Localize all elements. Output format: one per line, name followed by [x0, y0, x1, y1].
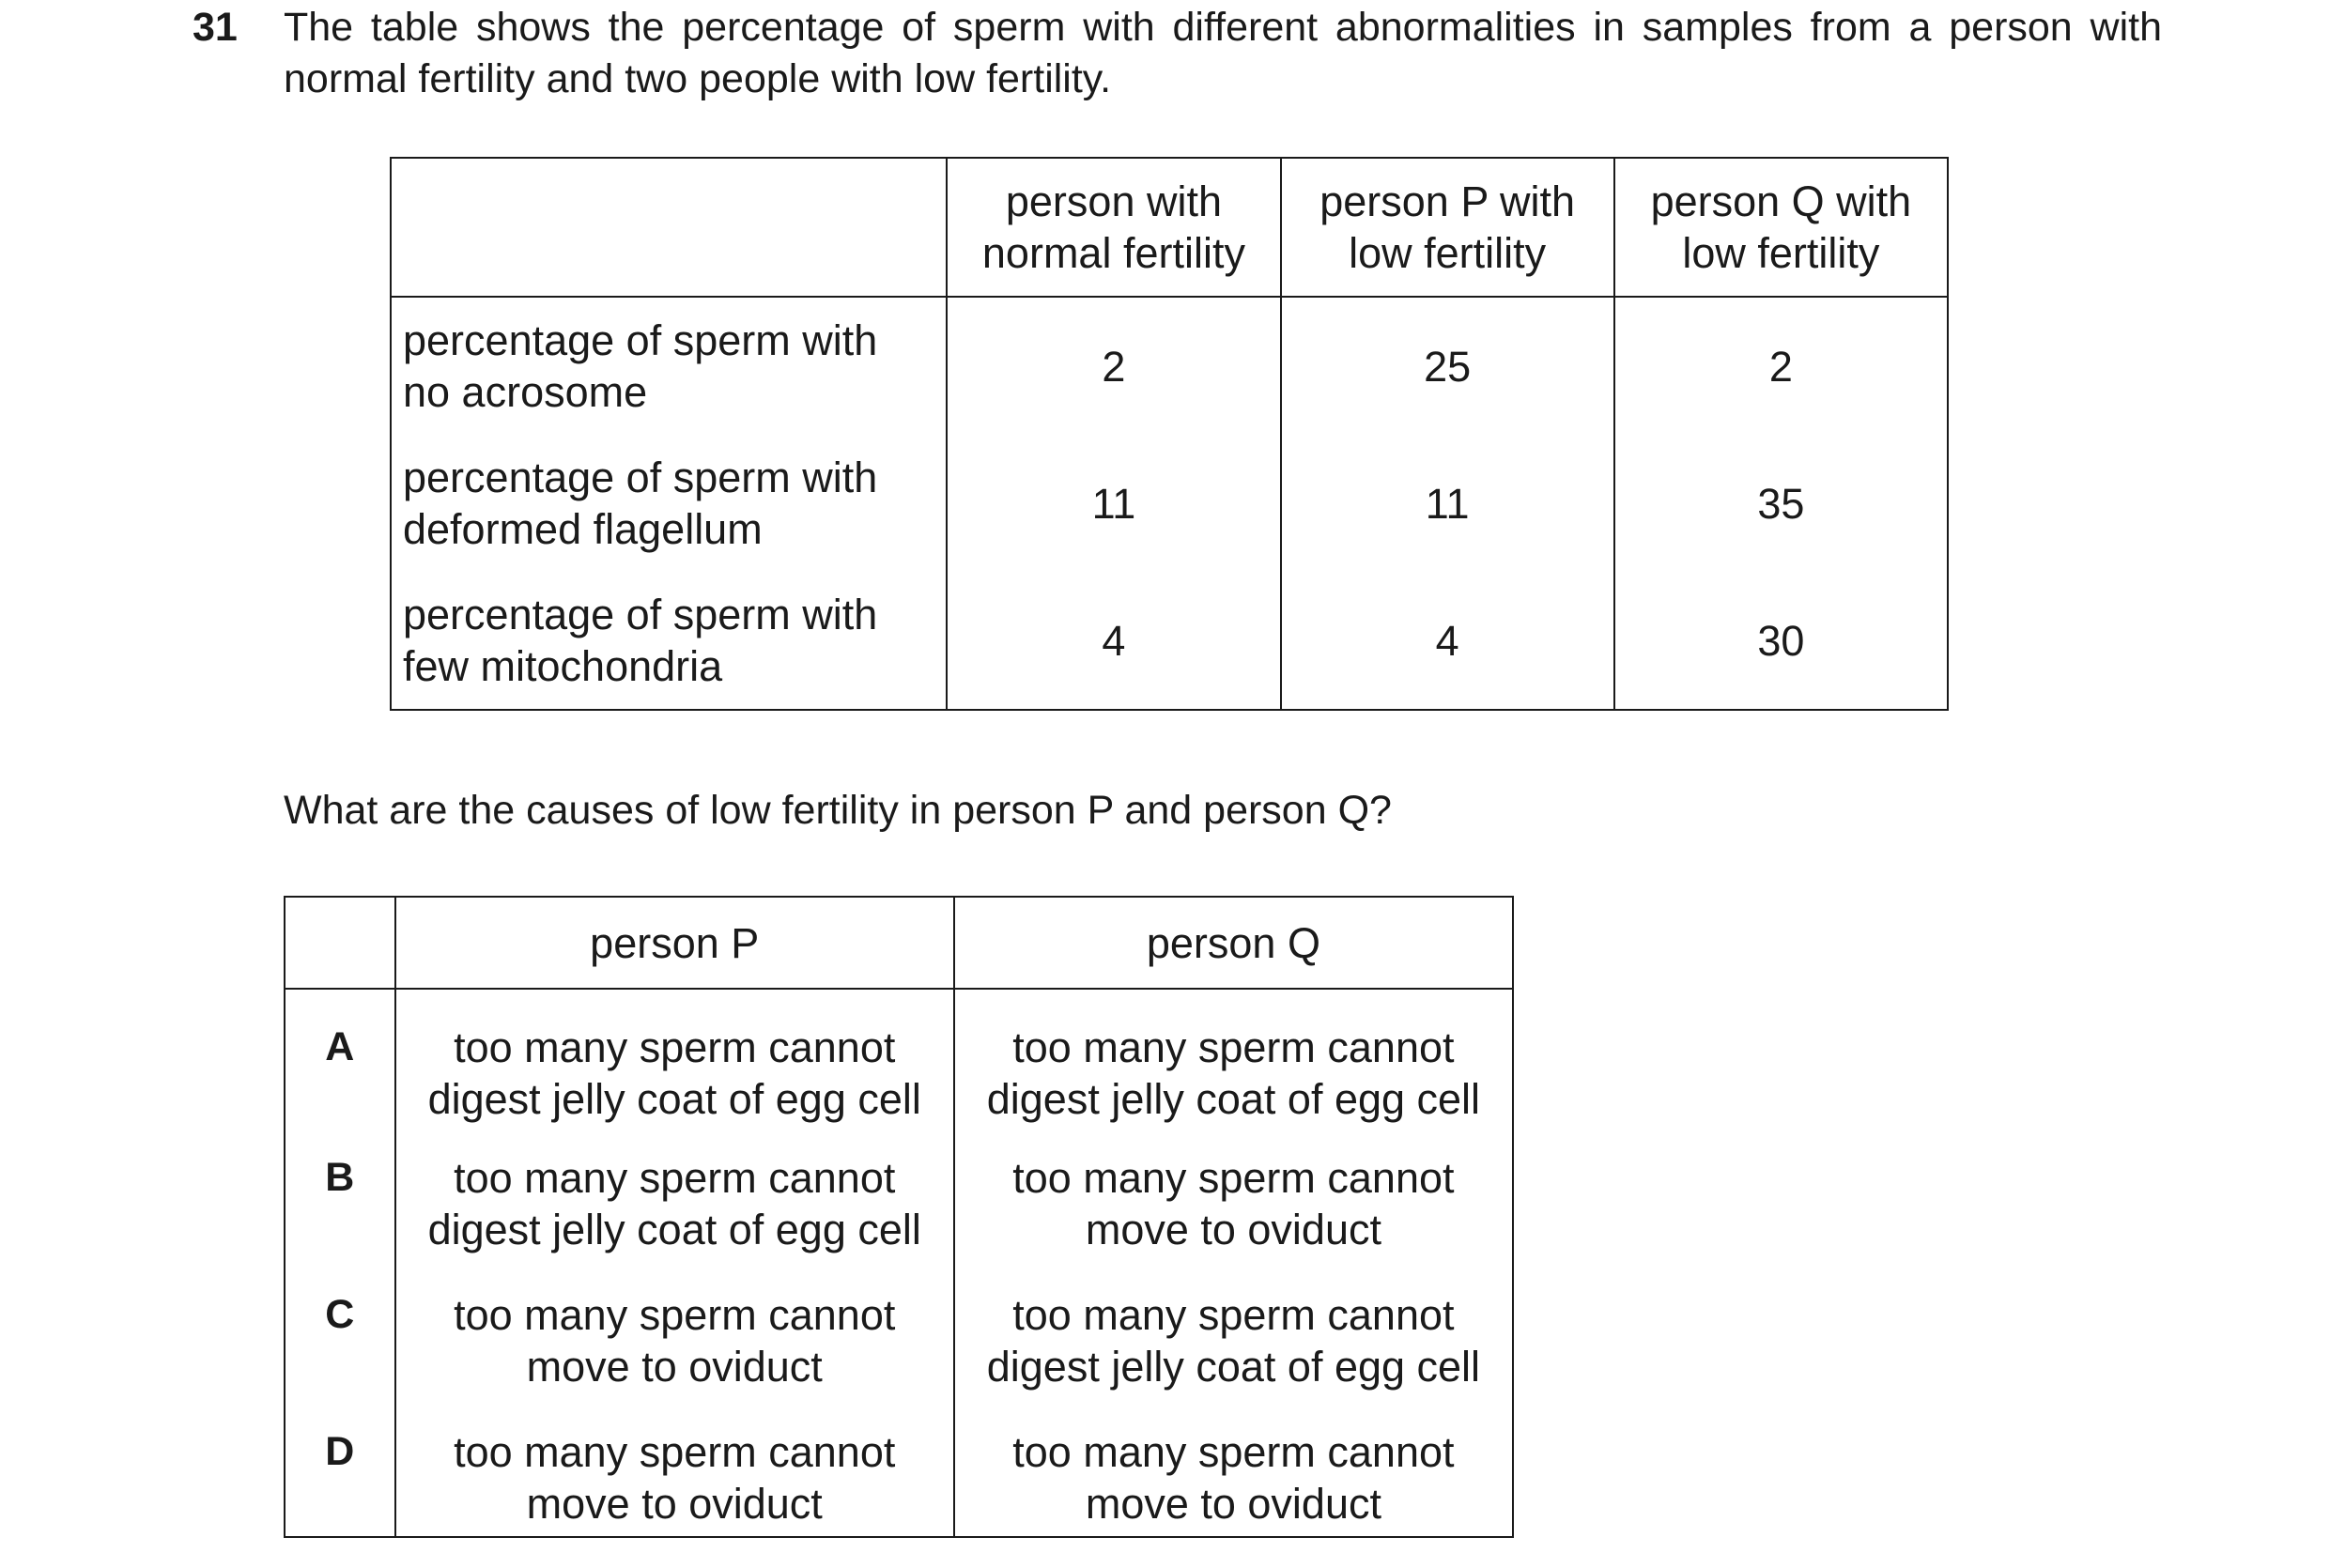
option-line: too many sperm cannot: [454, 1428, 896, 1476]
option-line: move to oviduct: [1085, 1480, 1381, 1528]
row-label: [391, 435, 947, 572]
option-person-p: [395, 1263, 954, 1400]
option-letter[interactable]: C: [285, 1263, 395, 1400]
cell-value: 11: [947, 435, 1280, 572]
question-text: The table shows the percentage of sperm with different abnormalities in samples from a person with normal fertility and two people with low fertility.: [284, 5, 2162, 101]
option-person-q: [954, 1400, 1513, 1537]
question-number: 31: [193, 5, 238, 50]
option-person-q: [954, 989, 1513, 1126]
cell-value: 35: [1614, 435, 1948, 572]
data-table-header-person-p: [1281, 158, 1614, 297]
option-line: move to oviduct: [526, 1480, 823, 1528]
option-line: too many sperm cannot: [454, 1291, 896, 1339]
cell-value: 2: [1614, 297, 1948, 435]
header-line: low fertility: [1682, 229, 1880, 277]
row-label-line: few mitochondria: [403, 642, 723, 690]
row-label-line: percentage of sperm with: [403, 316, 878, 364]
option-person-q: [954, 1126, 1513, 1263]
option-letter[interactable]: A: [285, 989, 395, 1126]
question-prompt: What are the causes of low fertility in person P and person Q?: [284, 788, 1392, 833]
header-line: low fertility: [1349, 229, 1547, 277]
table-row: [391, 297, 1948, 435]
options-header-person-p: person P: [395, 897, 954, 989]
data-table-header-row: [391, 158, 1948, 297]
header-line: person Q with: [1650, 177, 1912, 225]
option-person-p: [395, 989, 954, 1126]
cell-value: 11: [1281, 435, 1614, 572]
option-line: too many sperm cannot: [454, 1154, 896, 1202]
options-header-person-q: person Q: [954, 897, 1513, 989]
data-table: [390, 157, 1949, 711]
option-line: too many sperm cannot: [1012, 1291, 1455, 1339]
option-person-p: [395, 1400, 954, 1537]
row-label-line: percentage of sperm with: [403, 453, 878, 501]
option-line: too many sperm cannot: [454, 1023, 896, 1071]
cell-value: 2: [947, 297, 1280, 435]
option-line: digest jelly coat of egg cell: [427, 1075, 921, 1123]
data-table-header-normal: [947, 158, 1280, 297]
option-row-b[interactable]: [285, 1126, 1513, 1263]
table-row: [391, 435, 1948, 572]
option-line: too many sperm cannot: [1012, 1023, 1455, 1071]
option-row-a[interactable]: [285, 989, 1513, 1126]
options-table: [284, 896, 1514, 1538]
option-person-p: [395, 1126, 954, 1263]
data-table-header-blank: [391, 158, 947, 297]
option-letter[interactable]: B: [285, 1126, 395, 1263]
option-letter[interactable]: D: [285, 1400, 395, 1537]
row-label-line: deformed flagellum: [403, 505, 763, 553]
header-line: person P with: [1319, 177, 1576, 225]
row-label: [391, 297, 947, 435]
data-table-header-person-q: [1614, 158, 1948, 297]
option-line: move to oviduct: [526, 1343, 823, 1391]
cell-value: 4: [947, 572, 1280, 710]
cell-value: 25: [1281, 297, 1614, 435]
option-line: too many sperm cannot: [1012, 1428, 1455, 1476]
row-label-line: no acrosome: [403, 368, 648, 416]
options-header-blank: [285, 897, 395, 989]
header-line: person with: [1005, 177, 1222, 225]
option-line: digest jelly coat of egg cell: [427, 1206, 921, 1253]
option-line: move to oviduct: [1085, 1206, 1381, 1253]
table-row: [391, 572, 1948, 710]
option-line: too many sperm cannot: [1012, 1154, 1455, 1202]
row-label: [391, 572, 947, 710]
header-line: normal fertility: [981, 229, 1245, 277]
option-row-d[interactable]: [285, 1400, 1513, 1537]
option-person-q: [954, 1263, 1513, 1400]
option-row-c[interactable]: [285, 1263, 1513, 1400]
row-label-line: percentage of sperm with: [403, 591, 878, 638]
cell-value: 30: [1614, 572, 1948, 710]
cell-value: 4: [1281, 572, 1614, 710]
option-line: digest jelly coat of egg cell: [986, 1075, 1481, 1123]
options-header-row: [285, 897, 1513, 989]
option-line: digest jelly coat of egg cell: [986, 1343, 1481, 1391]
